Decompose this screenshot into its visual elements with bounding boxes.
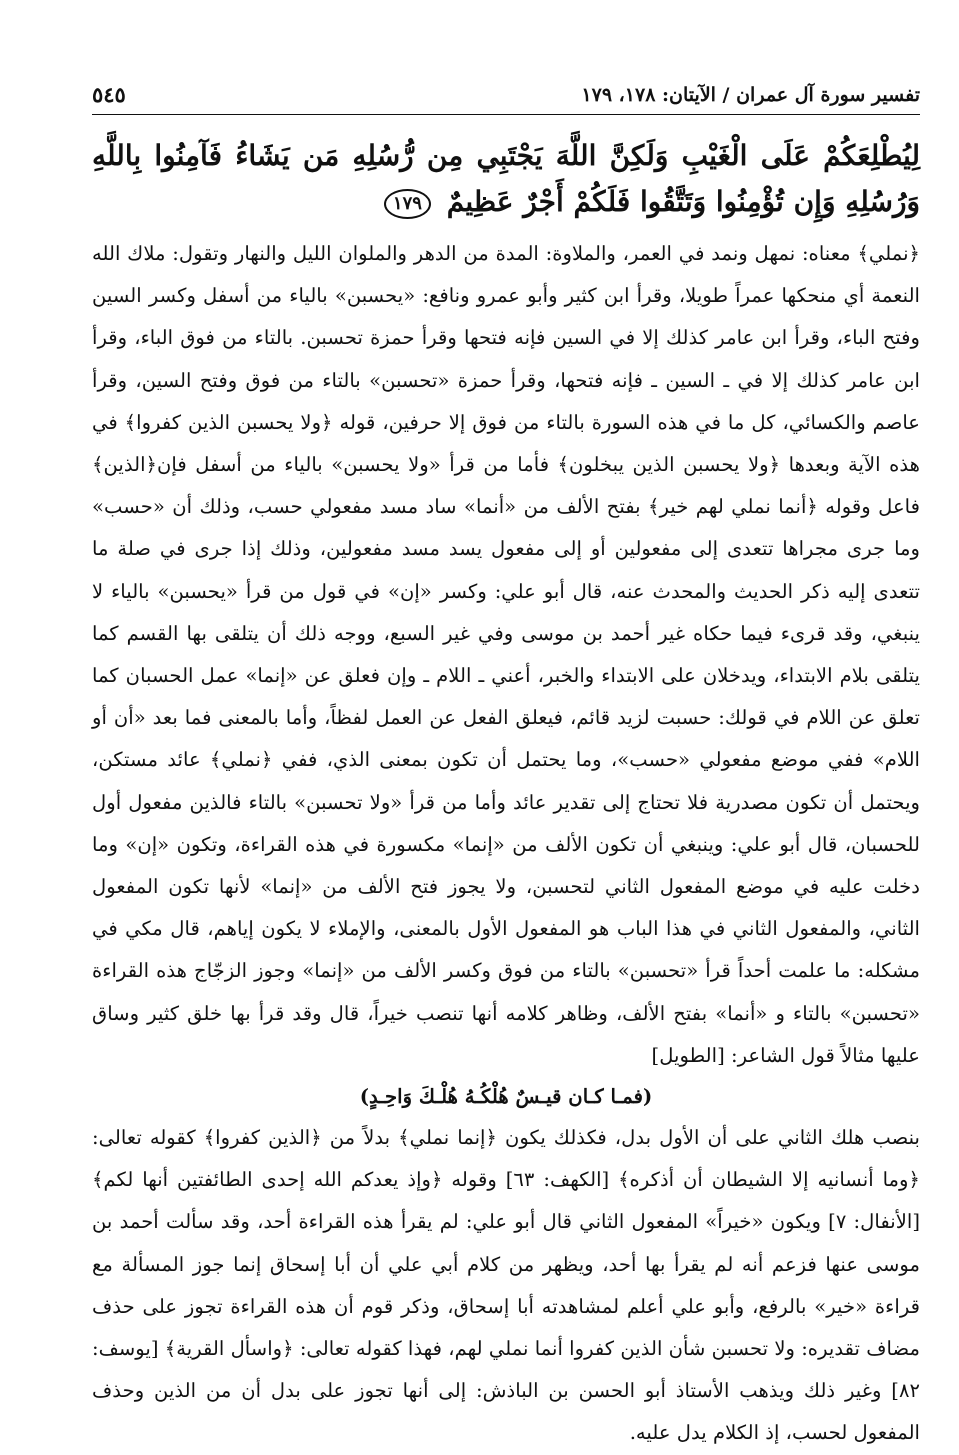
book-page	[92, 80, 920, 1445]
verse-text: لِيُطْلِعَكُمْ عَلَى الْغَيْبِ وَلَكِنَّ اللَّهَ يَجْتَبِي مِن رُّسُلِهِ مَن يَشَاءُ فَآمِنُوا بِاللَّهِ وَرُسُلِهِ وَإِن تُؤْمِنُوا وَتَتَّقُوا فَلَكُمْ أَجْرٌ عَظِيمٌ	[92, 139, 920, 218]
commentary-paragraph: ﴿نملي﴾ معناه: نمهل ونمد في العمر، والملاوة: المدة من الدهر والملوان الليل والنهار وتقول: ملاك الله النعمة أي منحكها عمراً طويلا، وقرأ ابن كثير وأبو عمرو ونافع: «يحسبن» بالياء من أسفل وكسر السين وفتح الباء، وقرأ ابن عامر كذلك إلا في السين فإنه فتحها وقرأ حمزة تحسبن. بالتاء من فوق الباء، وقرأ ابن عامر كذلك إلا في ـ السين ـ فإنه فتحها، وقرأ حمزة «تحسبن» بالتاء من فوق وفتح السين، وقرأ عاصم والكسائي، كل ما في هذه السورة بالتاء من فوق إلا حرفين، قوله ﴿ولا يحسبن الذين كفروا﴾ في هذه الآية وبعدها ﴿ولا يحسبن الذين يبخلون﴾ فأما من قرأ «ولا يحسبن» بالياء من أسفل فإن﴿الذين﴾ فاعل وقوله ﴿أنما نملي لهم خير﴾ بفتح الألف من «أنما» ساد مسد مفعولي حسب، وذلك أن «حسب» وما جرى مجراها تتعدى إلى مفعولين أو إلى مفعول يسد مسد مفعولين، وذلك إذا جرى في صلة ما تتعدى إليه ذكر الحديث والمحدث عنه، قال أبو علي: وكسر «إن» في قول من قرأ «يحسبن» بالياء لا ينبغي، وقد قرىء فيما حكاه غير أحمد بن موسى وفي غير السبع، ووجه ذلك أن يتلقى بها القسم كما يتلقى بلام الابتداء، ويدخلان على الابتداء والخبر، أعني ـ اللام ـ وإن فعلق عن «إنما» عمل الحسبان كما تعلق عن اللام في قولك: حسبت لزيد قائم، فيعلق الفعل عن العمل لفظاً، وأما بالمعنى فما بعد «أن أو اللام» ففي موضع مفعولي «حسب»، وما يحتمل أن تكون بمعنى الذي، ففي ﴿نملي﴾ عائد مستكن، ويحتمل أن تكون مصدرية فلا تحتاج إلى تقدير عائد وأما من قرأ «ولا تحسبن» بالتاء فالذين مفعول أول للحسبان، قال أبو علي: وينبغي أن تكون الألف من «إنما» مكسورة في هذه القراءة، وتكون «إن» وما دخلت عليه في موضع المفعول الثاني لتحسبن، ولا يجوز فتح الألف من «إنما» لأنها تكون المفعول الثاني، والمفعول الثاني في هذا الباب هو المفعول الأول بالمعنى، والإملاء لا يكون إياهم، قال مكي في مشكله: ما علمت أحداً قرأ «تحسبن» بالتاء من فوق وكسر الألف من «إنما» وجوز الزجّاج هذه القراءة «تحسبن» بالتاء و «أنما» بفتح الألف، وظاهر كلامه أنها تنصب خيراً، قال وقد قرأ بها خلق كثير وساق عليها مثالاً قول الشاعر: [الطويل]	[92, 242, 920, 1067]
running-header	[92, 80, 920, 115]
verse-number-marker: ١٧٩	[384, 189, 431, 219]
page-number: ٥٤٥	[92, 82, 126, 107]
quran-verse	[92, 133, 920, 225]
poetry-verse: (فمـا كـان قيـسٌ هُلْكُـهُ هُلْـكَ وَاحِـدٍ)	[359, 1085, 653, 1109]
commentary-paragraph: بنصب هلك الثاني على أن الأول بدل، فكذلك يكون ﴿إنما نملي﴾ بدلاً من ﴿الذين كفروا﴾ كقوله تعالى: ﴿وما أنسانيه إلا الشيطان أن أذكره﴾ [الكهف: ٦٣] وقوله ﴿وإذ يعدكم الله إحدى الطائفتين أنها لكم﴾ [الأنفال: ٧] ويكون «خيراً» المفعول الثاني قال أبو علي: لم يقرأ هذه القراءة أحد، وقد سألت أحمد بن موسى عنها فزعم أنه لم يقرأ بها أحد، ويظهر من كلام أبي علي أن أبا إسحاق إنما جوز المسألة مع قراءة «خير» بالرفع، وأبو علي أعلم لمشاهدته أبا إسحاق، وذكر قوم أن هذه القراءة تجوز على حذف مضاف تقديره: ولا تحسبن شأن الذين كفروا أنما نملي لهم، فهذا كقوله تعالى: ﴿واسأل القرية﴾ [يوسف: ٨٢] وغير ذلك ويذهب الأستاذ أبو الحسن بن الباذش: إلى أنها تجوز على بدل أن من الذين وحذف المفعول لحسب، إذ الكلام يدل عليه.	[92, 1126, 920, 1445]
commentary-text	[92, 233, 920, 1455]
header-title: تفسير سورة آل عمران / الآيتان: ١٧٨، ١٧٩	[581, 84, 920, 106]
